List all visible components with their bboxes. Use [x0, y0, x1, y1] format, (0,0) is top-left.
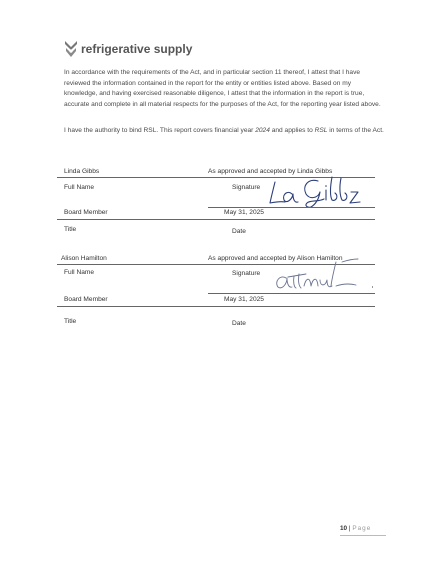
signature-label: Signature [232, 270, 261, 277]
footer-rule [340, 535, 386, 536]
page-number: 10 [340, 525, 348, 532]
date-value: May 31, 2025 [224, 296, 264, 303]
stray-mark [372, 286, 373, 288]
page-word: Page [352, 525, 372, 532]
entity-name: RSL [314, 127, 328, 134]
signature-line [208, 207, 375, 208]
authority-paragraph [64, 126, 384, 137]
approval-statement: As approved and accepted by Linda Gibbs [208, 168, 333, 175]
brand-name: refrigerative supply [81, 42, 193, 56]
title-date-line [57, 306, 375, 307]
signatory-name: Linda Gibbs [64, 168, 100, 175]
title-value: Board Member [64, 209, 108, 216]
financial-year: 2024 [255, 127, 270, 134]
authority-text-1: I have the authority to bind RSL. This report covers financial year [64, 127, 256, 134]
authority-text-3: in terms of the Act. [327, 127, 384, 134]
approval-statement: As approved and accepted by Alison Hamilton [208, 255, 343, 262]
logo-shield-icon [64, 40, 78, 58]
attestation-paragraph: In accordance with the requirements of the Act, and in particular section 11 thereof, I attest that I have reviewed the information contained in the report for the entity or entities listed above. Based on my knowledge, and having exercised reasonable diligence, I attest that the information in the report is true, accurate and complete in all material respects for the purposes of the Act, for the reporting year listed above. [64, 69, 381, 108]
handwritten-signature-1 [266, 172, 366, 212]
signature-label: Signature [232, 184, 261, 191]
signatory-name: Alison Hamilton [61, 255, 107, 262]
title-value: Board Member [64, 296, 108, 303]
title-date-line [57, 219, 375, 220]
company-logo [64, 40, 204, 62]
page-footer [340, 525, 371, 532]
date-label: Date [232, 320, 246, 327]
authority-text-2: and applies to [269, 127, 315, 134]
signature-line [208, 293, 375, 294]
handwritten-signature-2 [272, 256, 372, 296]
title-label: Title [64, 318, 77, 325]
full-name-label: Full Name [64, 269, 95, 276]
date-value: May 31, 2025 [224, 209, 264, 216]
title-label: Title [64, 226, 77, 233]
full-name-label: Full Name [64, 184, 95, 191]
date-label: Date [232, 228, 246, 235]
footer-separator: | [348, 525, 351, 532]
